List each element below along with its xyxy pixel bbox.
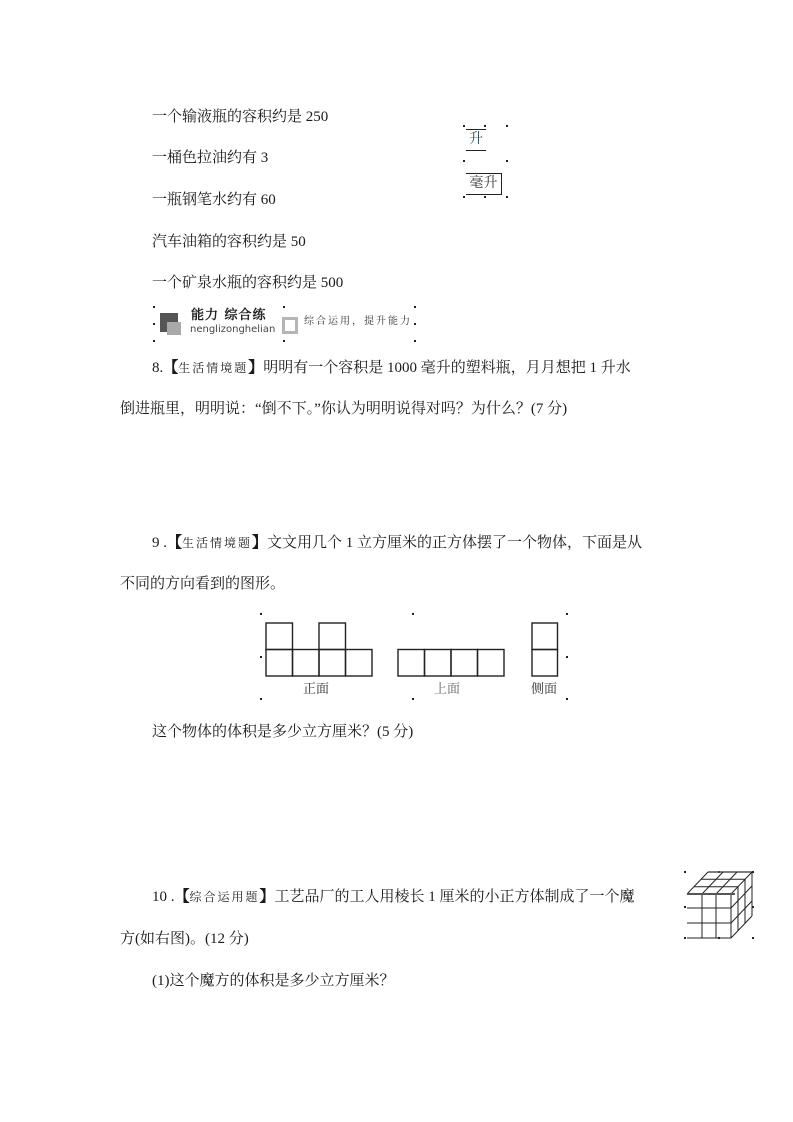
- question-8-line-1: [152, 358, 631, 378]
- fill-item-2: 一桶色拉油约有 3: [152, 150, 269, 166]
- tag-bracket-close: 】: [252, 535, 268, 551]
- selection-handle[interactable]: [506, 196, 508, 198]
- fill-item-4: 汽车油箱的容积约是 50: [152, 234, 306, 250]
- side-view-grid: [532, 623, 558, 676]
- selection-handle[interactable]: [153, 323, 155, 325]
- tag-bracket-close: 】: [248, 360, 264, 376]
- question-number: 8.: [152, 360, 164, 376]
- top-view-label: 上面: [434, 681, 461, 696]
- question-text: 工艺品厂的工人用棱长 1 厘米的小正方体制成了一个魔: [274, 889, 635, 905]
- tag-bracket-close: 】: [259, 889, 275, 905]
- selection-handle[interactable]: [463, 196, 465, 198]
- top-view-grid: [398, 650, 504, 677]
- selection-handle[interactable]: [463, 125, 465, 127]
- question-9-line-2: 不同的方向看到的图形。: [120, 576, 286, 592]
- selection-handle[interactable]: [484, 196, 486, 198]
- selection-handle[interactable]: [484, 125, 486, 127]
- selection-handle[interactable]: [414, 340, 416, 342]
- question-number: 9 .: [152, 535, 167, 551]
- selection-handle[interactable]: [283, 340, 285, 342]
- banner-title: 能力 综合练: [191, 308, 267, 323]
- question-10-line-1: [152, 887, 635, 907]
- question-10-sub-1: (1)这个魔方的体积是多少立方厘米？: [152, 973, 395, 989]
- banner-square-icon: [282, 317, 298, 334]
- banner-subtitle: 综合运用，提升能力: [304, 316, 412, 327]
- selection-handle[interactable]: [566, 698, 568, 700]
- selection-handle[interactable]: [283, 306, 285, 308]
- question-9-ask: 这个物体的体积是多少立方厘米？(5 分): [152, 724, 414, 740]
- question-tag: 生活情境题: [178, 361, 249, 375]
- question-tag: 综合运用题: [189, 890, 260, 904]
- side-view-label: 侧面: [531, 681, 558, 696]
- selection-handle[interactable]: [463, 160, 465, 162]
- banner-logo-accent-icon: [167, 322, 181, 335]
- unit-option-liter: 升: [466, 129, 486, 151]
- selection-handle[interactable]: [414, 306, 416, 308]
- selection-handle[interactable]: [260, 698, 262, 700]
- fill-item-1: 一个输液瓶的容积约是 250: [152, 109, 329, 125]
- fill-item-5: 一个矿泉水瓶的容积约是 500: [152, 275, 344, 291]
- question-tag: 生活情境题: [182, 536, 253, 550]
- question-10-line-2: 方(如右图)。(12 分): [120, 931, 249, 947]
- front-view-label: 正面: [303, 681, 330, 696]
- question-text: 明明有一个容积是 1000 毫升的塑料瓶，月月想把 1 升水: [263, 360, 631, 376]
- unit-option-milliliter: 毫升: [466, 173, 502, 195]
- three-view-grids: [250, 605, 580, 685]
- banner-pinyin: nenglizonghelian: [190, 324, 276, 335]
- question-9-line-1: [152, 533, 642, 553]
- front-view-grid: [266, 623, 372, 676]
- question-8-line-2: 倒进瓶里，明明说：“倒不下。”你认为明明说得对吗？为什么？(7 分): [120, 401, 568, 417]
- selection-handle[interactable]: [153, 340, 155, 342]
- selection-handle[interactable]: [412, 698, 414, 700]
- magic-cube-icon: [680, 865, 760, 945]
- selection-handle[interactable]: [506, 125, 508, 127]
- selection-handle[interactable]: [414, 323, 416, 325]
- tag-bracket-open: 【: [163, 360, 179, 376]
- question-number: 10 .: [152, 889, 175, 905]
- selection-handle[interactable]: [506, 160, 508, 162]
- fill-item-3: 一瓶钢笔水约有 60: [152, 192, 276, 208]
- tag-bracket-open: 【: [174, 889, 190, 905]
- question-text: 文文用几个 1 立方厘米的正方体摆了一个物体，下面是从: [267, 535, 643, 551]
- tag-bracket-open: 【: [167, 535, 183, 551]
- selection-handle[interactable]: [153, 306, 155, 308]
